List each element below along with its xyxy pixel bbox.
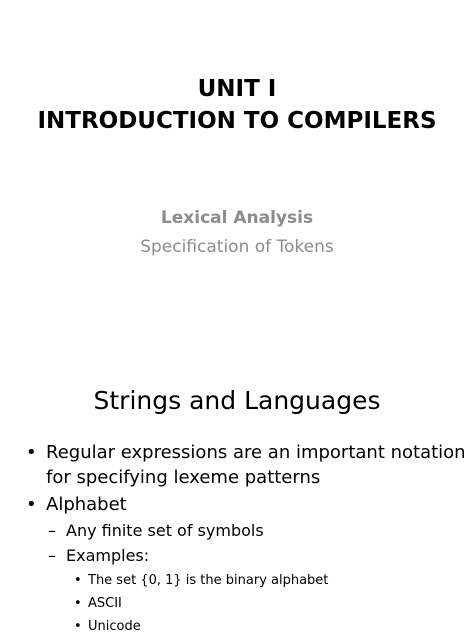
example-ascii — [0, 595, 474, 613]
sub-bullet-text: Examples: — [66, 546, 150, 565]
sub-bullet-examples — [0, 545, 474, 567]
slide-subtitle — [0, 205, 474, 261]
bullet-marker: • — [26, 442, 37, 463]
example-text: The set {0, 1} is the binary alphabet — [88, 573, 329, 588]
title-line-unit: UNIT I — [197, 76, 277, 102]
sub-bullet-finite-set — [0, 520, 474, 542]
bullet-text: Regular expressions are an important notation for specifying lexeme patterns — [46, 442, 466, 488]
bullet-regular-expressions — [0, 440, 474, 490]
bullet-list — [0, 440, 474, 632]
bullet-marker: • — [74, 596, 82, 611]
sub-bullet-text: Any finite set of symbols — [66, 521, 264, 540]
bullet-marker: • — [74, 573, 82, 588]
example-text: Unicode — [88, 619, 141, 632]
bullet-alphabet — [0, 492, 474, 517]
example-text: ASCII — [88, 596, 122, 611]
content-slide-title: Strings and Languages — [93, 386, 381, 415]
dash-marker: – — [48, 546, 56, 565]
bullet-marker: • — [74, 619, 82, 632]
subtitle-specification: Specification of Tokens — [140, 237, 334, 257]
example-binary-alphabet — [0, 572, 474, 590]
subtitle-lexical-analysis: Lexical Analysis — [160, 208, 314, 228]
content-slide — [0, 360, 474, 632]
example-unicode — [0, 618, 474, 632]
bullet-marker: • — [26, 494, 37, 515]
title-line-topic: INTRODUCTION TO COMPILERS — [37, 108, 437, 134]
slide-title — [0, 73, 474, 137]
dash-marker: – — [48, 521, 56, 540]
bullet-text: Alphabet — [46, 494, 127, 515]
